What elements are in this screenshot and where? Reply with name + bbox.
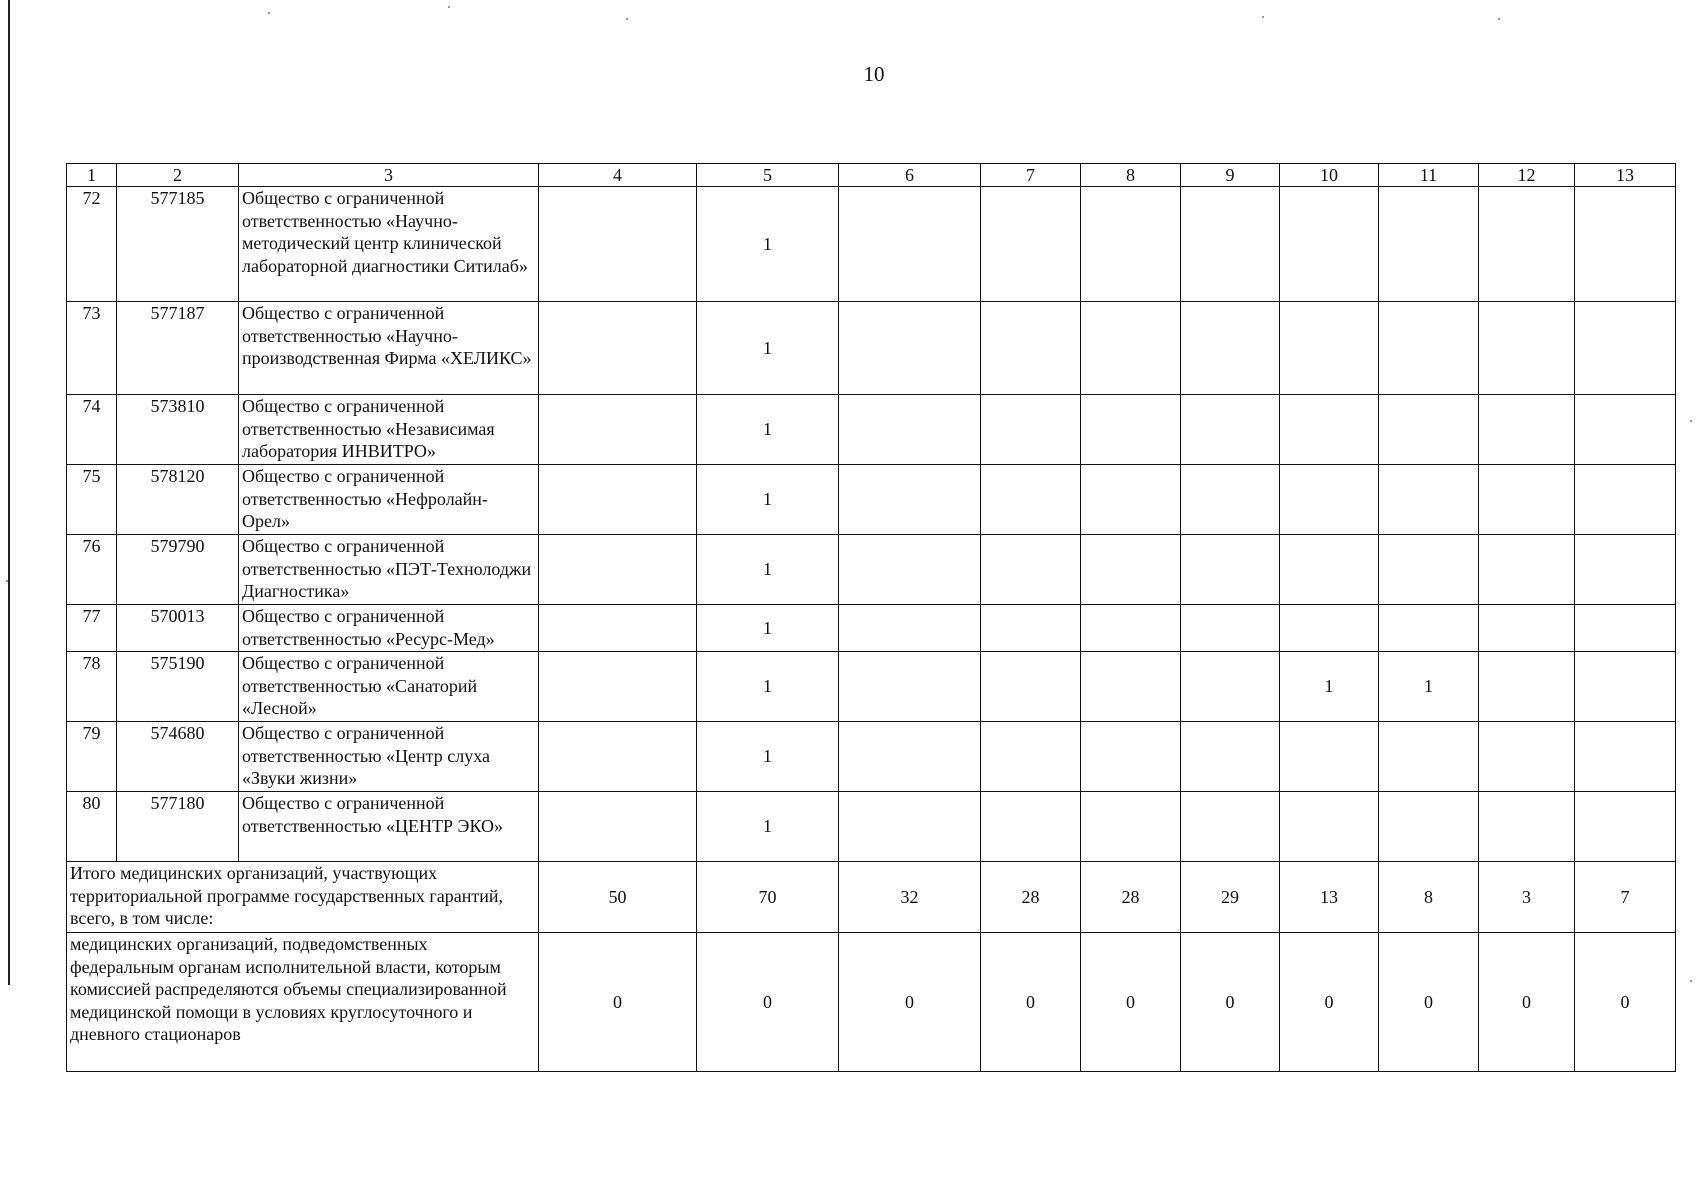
- cell-col10: [1280, 465, 1379, 535]
- column-number-row: [67, 164, 1676, 187]
- cell-col6: [839, 302, 981, 395]
- cell-col4: [539, 605, 697, 652]
- scan-speck: [626, 18, 628, 20]
- cell-col12: [1479, 792, 1575, 862]
- cell-col12: [1479, 652, 1575, 722]
- scan-speck: [6, 580, 8, 582]
- row-number: 74: [67, 395, 117, 465]
- cell-col12: [1479, 187, 1575, 302]
- organization-name: Общество с ограниченной ответственностью «ПЭТ-Технолоджи Диагностика»: [239, 535, 539, 605]
- total-col6: 32: [839, 862, 981, 933]
- cell-col8: [1081, 535, 1181, 605]
- cell-col5: 1: [697, 652, 839, 722]
- organization-code: 577185: [117, 187, 239, 302]
- row-number: 72: [67, 187, 117, 302]
- cell-col5: 1: [697, 187, 839, 302]
- cell-col13: [1575, 302, 1676, 395]
- cell-col5: 1: [697, 605, 839, 652]
- page-left-border: [8, 0, 10, 985]
- table-row: [67, 535, 1676, 605]
- cell-col5: 1: [697, 465, 839, 535]
- cell-col9: [1181, 605, 1280, 652]
- organization-name: Общество с ограниченной ответственностью «ЦЕНТР ЭКО»: [239, 792, 539, 862]
- scan-speck: [1690, 980, 1692, 982]
- cell-col11: [1379, 465, 1479, 535]
- cell-col8: [1081, 187, 1181, 302]
- column-number: 2: [117, 164, 239, 187]
- cell-col11: [1379, 187, 1479, 302]
- cell-col9: [1181, 302, 1280, 395]
- cell-col6: [839, 722, 981, 792]
- federal-col9: 0: [1181, 933, 1280, 1072]
- organization-code: 579790: [117, 535, 239, 605]
- federal-col12: 0: [1479, 933, 1575, 1072]
- federal-col11: 0: [1379, 933, 1479, 1072]
- cell-col8: [1081, 395, 1181, 465]
- row-number: 73: [67, 302, 117, 395]
- total-col11: 8: [1379, 862, 1479, 933]
- cell-col7: [981, 535, 1081, 605]
- cell-col9: [1181, 652, 1280, 722]
- table-row: [67, 465, 1676, 535]
- federal-col10: 0: [1280, 933, 1379, 1072]
- cell-col5: 1: [697, 792, 839, 862]
- cell-col13: [1575, 465, 1676, 535]
- cell-col12: [1479, 722, 1575, 792]
- federal-col5: 0: [697, 933, 839, 1072]
- scan-speck: [448, 6, 450, 8]
- cell-col4: [539, 652, 697, 722]
- cell-col10: [1280, 792, 1379, 862]
- organization-code: 575190: [117, 652, 239, 722]
- cell-col6: [839, 535, 981, 605]
- table-row: [67, 722, 1676, 792]
- column-number: 10: [1280, 164, 1379, 187]
- column-number: 7: [981, 164, 1081, 187]
- cell-col5: 1: [697, 395, 839, 465]
- column-number: 6: [839, 164, 981, 187]
- cell-col8: [1081, 792, 1181, 862]
- cell-col12: [1479, 395, 1575, 465]
- total-col4: 50: [539, 862, 697, 933]
- cell-col4: [539, 722, 697, 792]
- cell-col8: [1081, 605, 1181, 652]
- cell-col7: [981, 395, 1081, 465]
- federal-subtotal-row: [67, 933, 1676, 1072]
- total-col10: 13: [1280, 862, 1379, 933]
- cell-col6: [839, 792, 981, 862]
- cell-col11: [1379, 792, 1479, 862]
- cell-col9: [1181, 187, 1280, 302]
- cell-col8: [1081, 302, 1181, 395]
- cell-col12: [1479, 302, 1575, 395]
- cell-col11: [1379, 395, 1479, 465]
- organization-code: 574680: [117, 722, 239, 792]
- cell-col4: [539, 395, 697, 465]
- cell-col4: [539, 465, 697, 535]
- cell-col7: [981, 722, 1081, 792]
- total-row: [67, 862, 1676, 933]
- cell-col11: 1: [1379, 652, 1479, 722]
- cell-col10: [1280, 187, 1379, 302]
- page-number: 10: [863, 62, 885, 86]
- column-number: 8: [1081, 164, 1181, 187]
- row-number: 77: [67, 605, 117, 652]
- cell-col7: [981, 605, 1081, 652]
- organization-name: Общество с ограниченной ответственностью «Санаторий «Лесной»: [239, 652, 539, 722]
- federal-col7: 0: [981, 933, 1081, 1072]
- cell-col6: [839, 465, 981, 535]
- cell-col9: [1181, 395, 1280, 465]
- cell-col7: [981, 652, 1081, 722]
- row-number: 75: [67, 465, 117, 535]
- organization-name: Общество с ограниченной ответственностью «Независимая лаборатория ИНВИТРО»: [239, 395, 539, 465]
- cell-col9: [1181, 722, 1280, 792]
- cell-col13: [1575, 187, 1676, 302]
- organization-name: Общество с ограниченной ответственностью «Ресурс-Мед»: [239, 605, 539, 652]
- column-number: 9: [1181, 164, 1280, 187]
- cell-col7: [981, 465, 1081, 535]
- cell-col10: [1280, 722, 1379, 792]
- organization-code: 570013: [117, 605, 239, 652]
- row-number: 80: [67, 792, 117, 862]
- cell-col4: [539, 535, 697, 605]
- cell-col10: 1: [1280, 652, 1379, 722]
- cell-col11: [1379, 535, 1479, 605]
- column-number: 11: [1379, 164, 1479, 187]
- cell-col13: [1575, 652, 1676, 722]
- table-row: [67, 652, 1676, 722]
- total-label: Итого медицинских организаций, участвующих территориальной программе государственных гарантий, всего, в том числе:: [67, 862, 539, 933]
- cell-col8: [1081, 465, 1181, 535]
- organization-code: 577180: [117, 792, 239, 862]
- cell-col8: [1081, 652, 1181, 722]
- cell-col9: [1181, 792, 1280, 862]
- row-number: 79: [67, 722, 117, 792]
- cell-col5: 1: [697, 535, 839, 605]
- organization-name: Общество с ограниченной ответственностью «Нефролайн-Орел»: [239, 465, 539, 535]
- cell-col10: [1280, 302, 1379, 395]
- table-row: [67, 187, 1676, 302]
- federal-col4: 0: [539, 933, 697, 1072]
- total-col13: 7: [1575, 862, 1676, 933]
- table-row: [67, 792, 1676, 862]
- cell-col13: [1575, 792, 1676, 862]
- row-number: 76: [67, 535, 117, 605]
- organization-name: Общество с ограниченной ответственностью «Научно-производственная Фирма «ХЕЛИКС»: [239, 302, 539, 395]
- organization-name: Общество с ограниченной ответственностью «Центр слуха «Звуки жизни»: [239, 722, 539, 792]
- cell-col12: [1479, 465, 1575, 535]
- table-row: [67, 302, 1676, 395]
- scan-speck: [1690, 420, 1692, 422]
- organization-code: 578120: [117, 465, 239, 535]
- total-col5: 70: [697, 862, 839, 933]
- scan-speck: [268, 12, 270, 14]
- column-number: 12: [1479, 164, 1575, 187]
- cell-col12: [1479, 535, 1575, 605]
- cell-col6: [839, 652, 981, 722]
- cell-col13: [1575, 605, 1676, 652]
- cell-col9: [1181, 465, 1280, 535]
- cell-col4: [539, 187, 697, 302]
- total-col9: 29: [1181, 862, 1280, 933]
- cell-col7: [981, 792, 1081, 862]
- cell-col11: [1379, 302, 1479, 395]
- federal-subtotal-label: медицинских организаций, подведомственных федеральным органам исполнительной власти, которым комиссией распределяются объемы специализированной медицинской помощи в условиях круглосуточного и дневного стационаров: [67, 933, 539, 1072]
- organization-code: 573810: [117, 395, 239, 465]
- column-number: 4: [539, 164, 697, 187]
- cell-col10: [1280, 605, 1379, 652]
- cell-col7: [981, 187, 1081, 302]
- federal-col8: 0: [1081, 933, 1181, 1072]
- column-number: 13: [1575, 164, 1676, 187]
- cell-col12: [1479, 605, 1575, 652]
- cell-col8: [1081, 722, 1181, 792]
- table-row: [67, 605, 1676, 652]
- cell-col5: 1: [697, 722, 839, 792]
- organizations-table: [66, 163, 1676, 1072]
- organization-name: Общество с ограниченной ответственностью «Научно-методический центр клинической лабораторной диагностики Ситилаб»: [239, 187, 539, 302]
- cell-col13: [1575, 535, 1676, 605]
- federal-col13: 0: [1575, 933, 1676, 1072]
- total-col12: 3: [1479, 862, 1575, 933]
- cell-col4: [539, 792, 697, 862]
- cell-col11: [1379, 722, 1479, 792]
- column-number: 3: [239, 164, 539, 187]
- column-number: 1: [67, 164, 117, 187]
- cell-col6: [839, 605, 981, 652]
- cell-col4: [539, 302, 697, 395]
- scan-speck: [1262, 16, 1264, 18]
- cell-col7: [981, 302, 1081, 395]
- cell-col6: [839, 187, 981, 302]
- organization-code: 577187: [117, 302, 239, 395]
- total-col7: 28: [981, 862, 1081, 933]
- cell-col9: [1181, 535, 1280, 605]
- column-number: 5: [697, 164, 839, 187]
- cell-col13: [1575, 722, 1676, 792]
- scan-speck: [1498, 18, 1500, 20]
- table-row: [67, 395, 1676, 465]
- cell-col11: [1379, 605, 1479, 652]
- total-col8: 28: [1081, 862, 1181, 933]
- cell-col10: [1280, 535, 1379, 605]
- cell-col13: [1575, 395, 1676, 465]
- cell-col10: [1280, 395, 1379, 465]
- federal-col6: 0: [839, 933, 981, 1072]
- cell-col6: [839, 395, 981, 465]
- cell-col5: 1: [697, 302, 839, 395]
- row-number: 78: [67, 652, 117, 722]
